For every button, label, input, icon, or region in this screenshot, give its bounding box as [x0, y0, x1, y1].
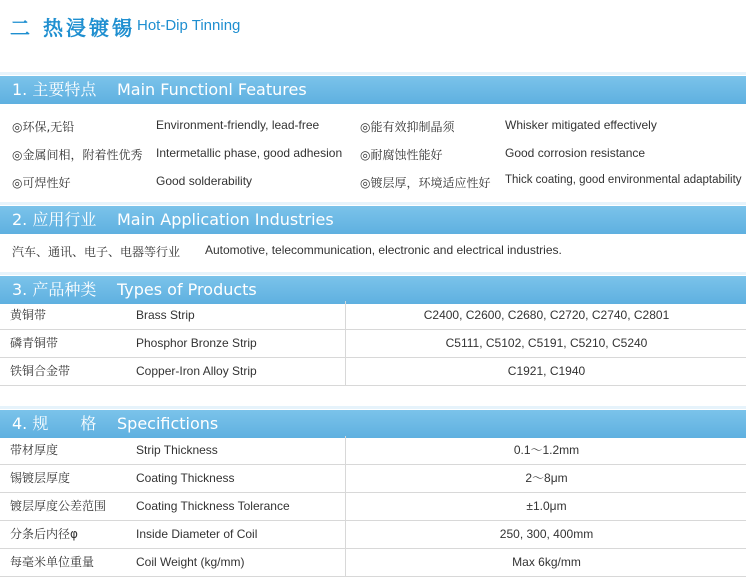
table-row	[0, 301, 746, 330]
spec-cn: 分条后内径φ	[10, 527, 78, 541]
industries-heading	[0, 206, 746, 234]
products-heading	[0, 276, 746, 304]
features-heading-cn: 1. 主要特点	[12, 80, 97, 99]
spec-en: Coating Thickness	[136, 471, 235, 485]
feature-2-en: Whisker mitigated effectively	[505, 118, 657, 132]
feature-4-cn: ◎耐腐蚀性能好	[360, 148, 443, 162]
page-title-cn: 二 热浸镀锡	[10, 16, 135, 40]
table-row	[0, 520, 746, 549]
feature-3-cn: ◎金属间相，附着性优秀	[12, 148, 143, 162]
product-cn: 铁铜合金带	[10, 364, 71, 378]
feature-2-cn: ◎能有效抑制晶须	[360, 120, 455, 134]
industries-en: Automotive, telecommunication, electronic and electrical industries.	[205, 243, 562, 257]
feature-6-cn: ◎镀层厚，环境适应性好	[360, 176, 491, 190]
products-heading-cn: 3. 产品种类	[12, 280, 97, 299]
features-heading-en: Main Functionl Features	[117, 80, 307, 99]
spec-value: 0.1～1.2mm	[345, 436, 747, 464]
product-en: Brass Strip	[136, 308, 195, 322]
spec-value: ±1.0μm	[345, 492, 747, 520]
product-grades: C1921, C1940	[345, 357, 747, 385]
feature-1-cn: ◎环保,无铅	[12, 120, 75, 134]
product-cn: 黄铜带	[10, 308, 47, 322]
spec-value: 2～8μm	[345, 464, 747, 492]
features-heading	[0, 76, 746, 104]
page-title-en: Hot-Dip Tinning	[137, 17, 241, 34]
table-row	[0, 548, 746, 577]
product-en: Copper-Iron Alloy Strip	[136, 364, 257, 378]
spec-en: Coating Thickness Tolerance	[136, 499, 290, 513]
table-row	[0, 436, 746, 465]
spec-cn: 镀层厚度公差范围	[10, 499, 107, 513]
specs-heading	[0, 410, 746, 438]
feature-5-cn: ◎可焊性好	[12, 176, 71, 190]
feature-4-en: Good corrosion resistance	[505, 146, 646, 160]
specs-heading-en: Specifictions	[117, 414, 219, 433]
spec-value: 250, 300, 400mm	[345, 520, 747, 548]
feature-1-en: Environment-friendly, lead-free	[156, 118, 320, 132]
spec-cn: 锡镀层厚度	[10, 471, 71, 485]
product-grades: C2400, C2600, C2680, C2720, C2740, C2801	[345, 301, 747, 329]
feature-3-en: Intermetallic phase, good adhesion	[156, 146, 343, 160]
spec-cn: 每毫米单位重量	[10, 555, 95, 569]
specs-heading-cn: 4. 规 格	[12, 414, 97, 433]
table-row	[0, 357, 746, 386]
product-cn: 磷青铜带	[10, 336, 59, 350]
page-title	[0, 6, 750, 46]
spec-en: Coil Weight (kg/mm)	[136, 555, 245, 569]
table-row	[0, 329, 746, 358]
feature-5-en: Good solderability	[156, 174, 253, 188]
spec-value: Max 6kg/mm	[345, 548, 747, 576]
table-row	[0, 464, 746, 493]
product-grades: C5111, C5102, C5191, C5210, C5240	[345, 329, 747, 357]
spec-en: Strip Thickness	[136, 443, 218, 457]
industries-heading-en: Main Application Industries	[117, 210, 334, 229]
industries-heading-cn: 2. 应用行业	[12, 210, 97, 229]
product-en: Phosphor Bronze Strip	[136, 336, 257, 350]
spec-cn: 带材厚度	[10, 443, 59, 457]
spec-en: Inside Diameter of Coil	[136, 527, 258, 541]
products-heading-en: Types of Products	[117, 280, 257, 299]
table-row	[0, 492, 746, 521]
industries-cn: 汽车、通讯、电子、电器等行业	[12, 245, 181, 259]
feature-6-en: Thick coating, good environmental adaptability	[505, 174, 742, 186]
